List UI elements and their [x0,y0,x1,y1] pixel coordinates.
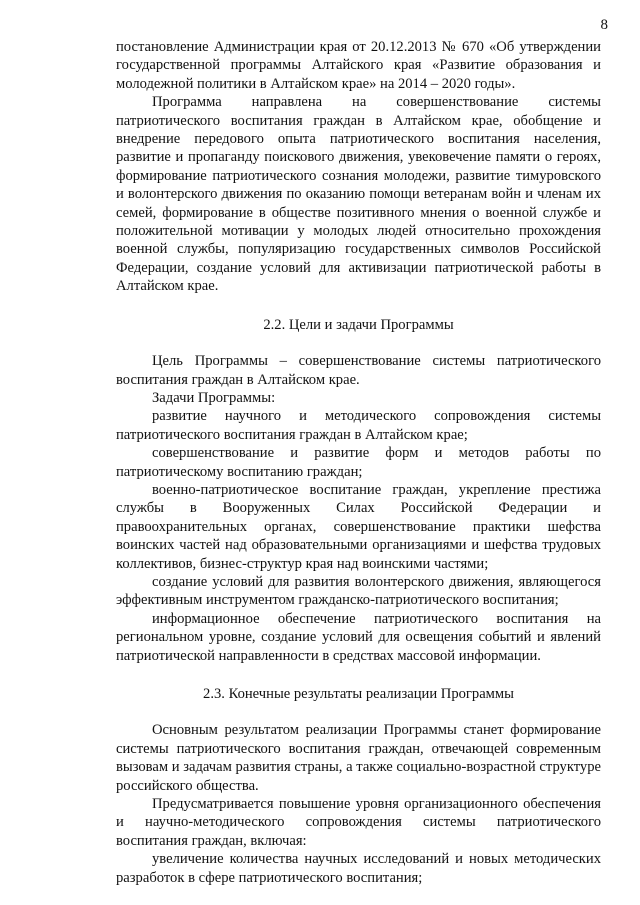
tasks-label: Задачи Программы: [152,389,276,406]
paragraph-increase: увеличение количества научных исследований и новых методических разработок в сфере патриотического воспитания; [116,851,601,886]
paragraph-program-aim: Программа направлена на совершенствование системы патриотического воспитания граждан в Алтайском крае, обобщение и внедрение передового опыта патриотического воспитания населения, развитие и пропаганду поискового движения, увековечение памяти о героях, формирование патриотического сознания молодежи, развитие тимуровского и волонтерского движения по оказанию помощи ветеранам войн и членам их семей, формирование в обществе позитивного мнения о военной службе и положительной мотивации у молодых людей относительно прохождения военной службы, популяризацию государственных символов Российской Федерации, создание условий для активизации патриотической работы в Алтайском крае. [116,94,601,295]
paragraph-decree: постановление Администрации края от 20.12.2013 № 670 «Об утверждении государственной программы Алтайского края «Развитие образования и молодежной политики в Алтайском крае» на 2014 – 2020 годы». [116,39,601,92]
paragraph-provision: Предусматривается повышение уровня организационного обеспечения и научно-методического сопровождения системы патриотического воспитания граждан, включая: [116,796,601,849]
task-item: совершенствование и развитие форм и методов работы по патриотическому воспитанию граждан; [116,445,601,480]
paragraph-result: Основным результатом реализации Программы станет формирование системы патриотического воспитания граждан, отвечающей современным вызовам и задачам развития страны, а также социально-возрастной структуре российского общества. [116,722,601,794]
task-item: военно-патриотическое воспитание граждан, укрепление престижа службы в Вооруженных Силах Российской Федерации и правоохранительных органах, совершенствование практики шефства воинских частей над образовательными организациями и шефства трудовых коллективов, бизнес-структур края над воинскими частями; [116,481,601,572]
section-heading-2-2: 2.2. Цели и задачи Программы [263,316,454,333]
task-item: развитие научного и методического сопровождения системы патриотического воспитания граждан в Алтайском крае; [116,408,601,443]
task-item: информационное обеспечение патриотического воспитания на региональном уровне, создание условий для освещения событий и явлений патриотической направленности в средствах массовой информации. [116,610,601,664]
section-heading-2-3: 2.3. Конечные результаты реализации Программы [203,686,514,702]
document-body [116,38,601,887]
page-number: 8 [600,17,608,33]
task-item: создание условий для развития волонтерского движения, являющегося эффективным инструментом гражданско-патриотического воспитания; [116,573,601,609]
paragraph-goal: Цель Программы – совершенствование системы патриотического воспитания граждан в Алтайском крае. [116,353,601,388]
